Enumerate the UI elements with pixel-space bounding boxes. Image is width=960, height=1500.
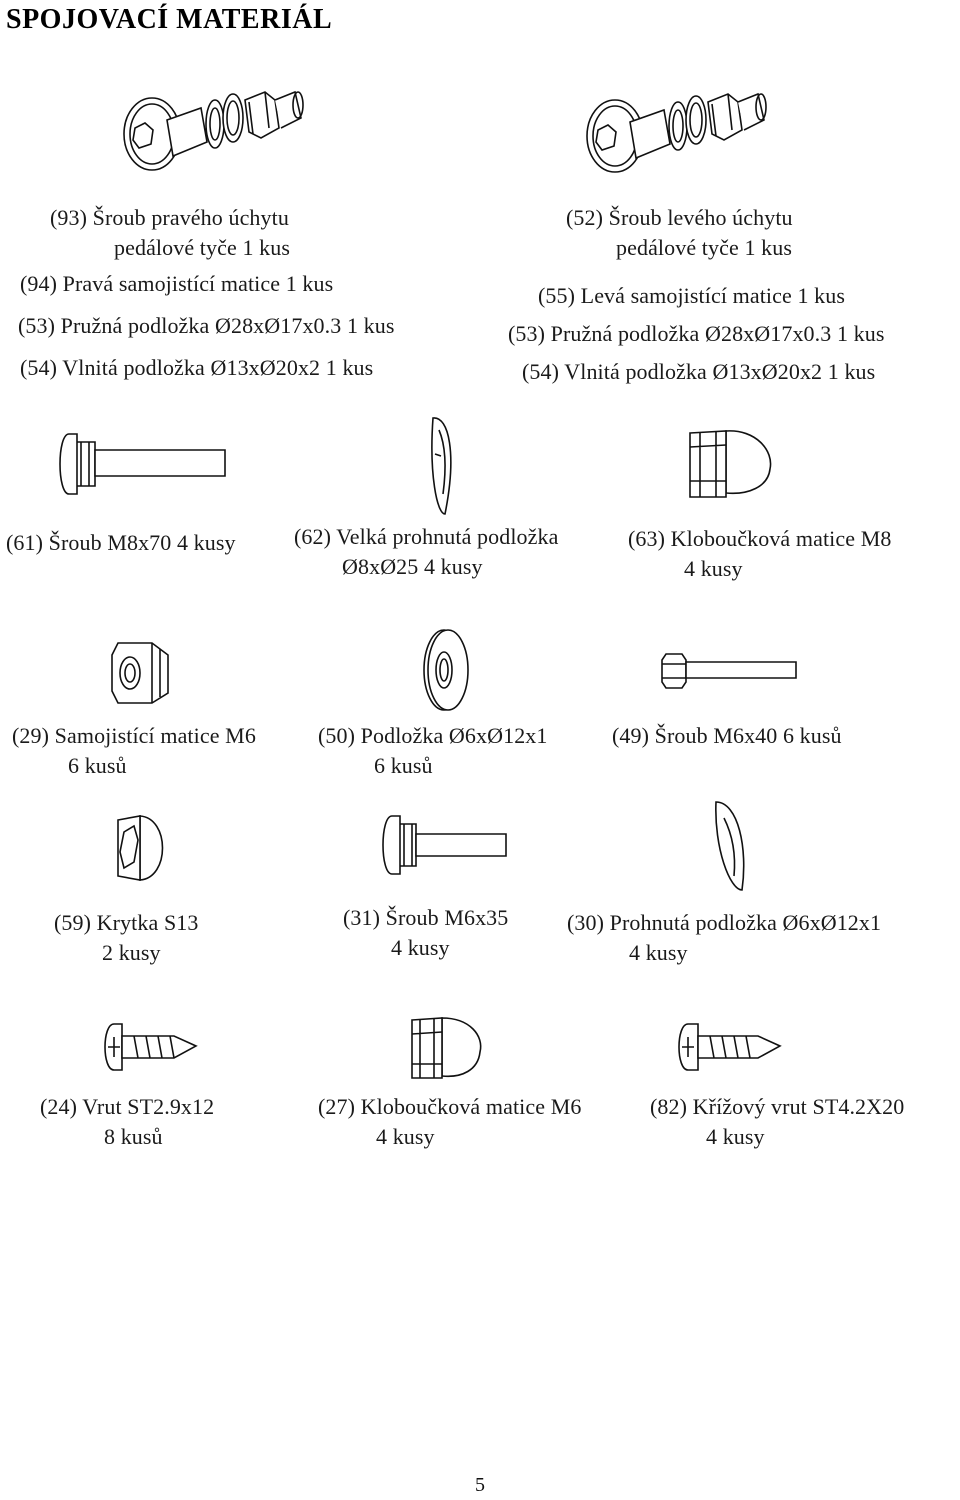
label-line: 2 kusy [102, 940, 161, 965]
label-line: (59) Krytka S13 [54, 910, 199, 935]
label-line: (63) Kloboučková matice M8 [628, 526, 892, 551]
label-line: (27) Kloboučková matice M6 [318, 1094, 582, 1119]
curved-washer-icon [425, 414, 465, 518]
cap-nut-icon [686, 425, 776, 505]
curved-washer-icon [708, 798, 754, 894]
label-line: Ø8xØ25 4 kusy [342, 554, 483, 579]
label-line: (24) Vrut ST2.9x12 [40, 1094, 215, 1119]
label-line: (50) Podložka Ø6xØ12x1 [318, 723, 548, 748]
bolt-with-nut-and-washers-icon [115, 78, 315, 190]
page-title: SPOJOVACÍ MATERIÁL [6, 4, 333, 35]
label-line: (49) Šroub M6x40 6 kusů [612, 723, 842, 748]
label-line: (52) Šroub levého úchytu [566, 205, 793, 230]
cap-nut-icon [408, 1012, 486, 1084]
item-label-washer-m6 [318, 721, 548, 781]
item-label-curved-washer-m6 [567, 908, 881, 968]
flat-washer-icon [420, 626, 476, 714]
label-line: (55) Levá samojistící matice 1 kus [538, 283, 846, 308]
item-label-cover-s13 [54, 908, 198, 968]
page-number: 5 [475, 1474, 485, 1496]
label-line: 4 kusy [376, 1124, 435, 1149]
carriage-bolt-icon [378, 812, 512, 880]
item-label-screw-st42x20 [650, 1092, 904, 1152]
label-line: 4 kusy [629, 940, 688, 965]
label-line: (94) Pravá samojistící matice 1 kus [20, 271, 334, 296]
label-line: (53) Pružná podložka Ø28xØ17x0.3 1 kus [508, 321, 885, 346]
item-label-right-bolt-set [18, 203, 395, 383]
label-line: pedálové tyče 1 kus [616, 235, 793, 260]
label-line: (62) Velká prohnutá podložka [294, 524, 559, 549]
label-line: (82) Křížový vrut ST4.2X20 [650, 1094, 905, 1119]
carriage-bolt-icon [55, 430, 230, 500]
item-label-bolt-m8x70 [6, 528, 236, 558]
label-line: 4 kusy [706, 1124, 765, 1149]
label-line: pedálové tyče 1 kus [114, 235, 291, 260]
item-label-cap-nut-m6 [318, 1092, 581, 1152]
cover-cap-icon [112, 812, 172, 884]
label-line: (53) Pružná podložka Ø28xØ17x0.3 1 kus [18, 313, 395, 338]
item-label-left-bolt-set [508, 203, 885, 387]
item-label-lock-nut-m6 [12, 721, 256, 781]
label-line: (30) Prohnutá podložka Ø6xØ12x1 [567, 910, 882, 935]
label-line: 6 kusů [374, 753, 433, 778]
item-label-curved-washer-large [294, 522, 559, 582]
lock-nut-icon [110, 637, 174, 707]
item-label-bolt-m6x40 [612, 721, 842, 751]
label-line: (31) Šroub M6x35 [343, 905, 509, 930]
label-line: (54) Vlnitá podložka Ø13xØ20x2 1 kus [522, 359, 876, 384]
item-label-bolt-m6x35 [343, 903, 508, 963]
item-label-screw-st29x12 [40, 1092, 214, 1152]
hex-bolt-icon [660, 650, 800, 690]
phillips-screw-icon [100, 1020, 200, 1076]
label-line: 8 kusů [104, 1124, 163, 1149]
label-line: 6 kusů [68, 753, 127, 778]
label-line: (61) Šroub M8x70 4 kusy [6, 530, 236, 555]
label-line: 4 kusy [684, 556, 743, 581]
label-line: (29) Samojistící matice M6 [12, 723, 256, 748]
bolt-with-nut-and-washers-icon [578, 80, 778, 192]
label-line: (54) Vlnitá podložka Ø13xØ20x2 1 kus [20, 355, 374, 380]
item-label-cap-nut-m8 [628, 524, 891, 584]
label-line: (93) Šroub pravého úchytu [50, 205, 289, 230]
label-line: 4 kusy [391, 935, 450, 960]
phillips-screw-icon [674, 1020, 784, 1076]
